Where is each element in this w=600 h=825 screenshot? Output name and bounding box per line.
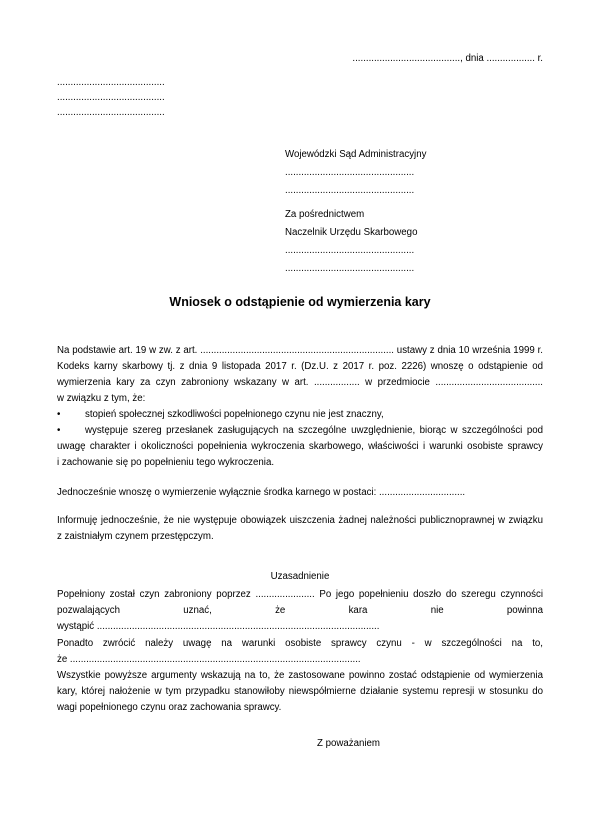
closing-phrase: Z poważaniem bbox=[317, 737, 380, 749]
justification-line: pozwalających uznać, że kara nie powinna bbox=[57, 605, 543, 617]
justification-heading: Uzasadnienie bbox=[270, 571, 330, 582]
intro-paragraph bbox=[57, 343, 543, 407]
justification-line: Wszystkie powyższe argumenty wskazują na to, że zastosowane powinno zostać odstąpienie od wymierzenia bbox=[57, 670, 543, 682]
justification-line: Popełniony został czyn zabroniony poprzez ...................... Po jego popełnieniu doszło do szeregu czynności bbox=[57, 589, 543, 600]
justification-line: Ponadto zwrócić należy uwagę na warunki osobiste sprawcy czynu - w szczególności na to, bbox=[57, 637, 543, 649]
bullet-icon: • bbox=[57, 409, 61, 420]
recipient-court-fill-line: ................................................ bbox=[285, 185, 415, 196]
request-line: Jednocześnie wnoszę o wymierzenie wyłącznie środka karnego w postaci: ................................ bbox=[57, 487, 466, 498]
justification-line: że ............................................................................................................ bbox=[57, 653, 361, 665]
date-place-line: ........................................, dnia .................. r. bbox=[352, 53, 543, 64]
justification-line: wagi popełnionego czynu oraz zachowania sprawcy. bbox=[57, 702, 282, 714]
recipient-office-fill-line: ................................................ bbox=[285, 245, 415, 256]
recipient-court-fill-line: ................................................ bbox=[285, 167, 415, 178]
info-line: Informuję jednocześnie, że nie występuje obowiązek uiszczenia żadnej należności publicznoprawnej w związku bbox=[57, 515, 543, 526]
document-title: Wniosek o odstąpienie od wymierzenia kary bbox=[169, 295, 431, 309]
recipient-office-fill-line: ................................................ bbox=[285, 263, 415, 274]
intro-line: Kodeks karny skarbowy tj. z dnia 9 listopada 2017 r. (Dz.U. z 2017 r. poz. 2226) wnoszę o odstąpienie od bbox=[57, 361, 543, 372]
recipient-block bbox=[285, 146, 543, 278]
sender-fill-line: ........................................ bbox=[57, 107, 165, 118]
info-paragraph bbox=[57, 513, 543, 545]
sender-fill-line: ........................................ bbox=[57, 77, 165, 88]
bullet-item-2-continuation: i zachowanie się po popełnieniu tego wykroczenia. bbox=[57, 457, 275, 468]
document-content bbox=[0, 53, 600, 751]
bullet-item-2-text: występuje szereg przesłanek zasługujących na szczególne uwzględnienie, biorąc w szczególności pod bbox=[85, 425, 543, 436]
bullet-item-2-continuation: uwagę charakter i okoliczności popełnienia wykroczenia skarbowego, właściwości i warunki osobiste sprawcy bbox=[57, 441, 543, 452]
sender-block bbox=[57, 75, 543, 120]
recipient-via-label: Za pośrednictwem bbox=[285, 209, 365, 220]
bullet-item-2 bbox=[57, 423, 543, 439]
sender-fill-line: ........................................ bbox=[57, 92, 165, 103]
bullet-list bbox=[57, 407, 543, 471]
recipient-court-name: Wojewódzki Sąd Administracyjny bbox=[285, 149, 427, 160]
bullet-item-1 bbox=[57, 407, 543, 423]
intro-line: wymierzenia kary za czyn zabroniony wskazany w art. ................. w przedmiocie ........................................ bbox=[57, 377, 543, 388]
justification-line: kary, której nałożenie w tym przypadku stanowiłoby niewspółmierne działanie systemu represji w stosunku do bbox=[57, 686, 543, 698]
recipient-office-name: Naczelnik Urzędu Skarbowego bbox=[285, 227, 418, 238]
justification-paragraph bbox=[57, 587, 543, 717]
justification-line: wystąpić ......................................................................................................... bbox=[57, 621, 380, 633]
intro-line: Na podstawie art. 19 w zw. z art. ........................................................................ ustawy z dnia 10 września 1999 r. bbox=[57, 345, 543, 356]
info-line: z zaistniałym czynem przestępczym. bbox=[57, 531, 214, 542]
bullet-icon: • bbox=[57, 425, 61, 436]
intro-line: w związku z tym, że: bbox=[57, 393, 146, 404]
bullet-item-1-text: stopień społecznej szkodliwości popełnionego czynu nie jest znaczny, bbox=[85, 409, 384, 420]
